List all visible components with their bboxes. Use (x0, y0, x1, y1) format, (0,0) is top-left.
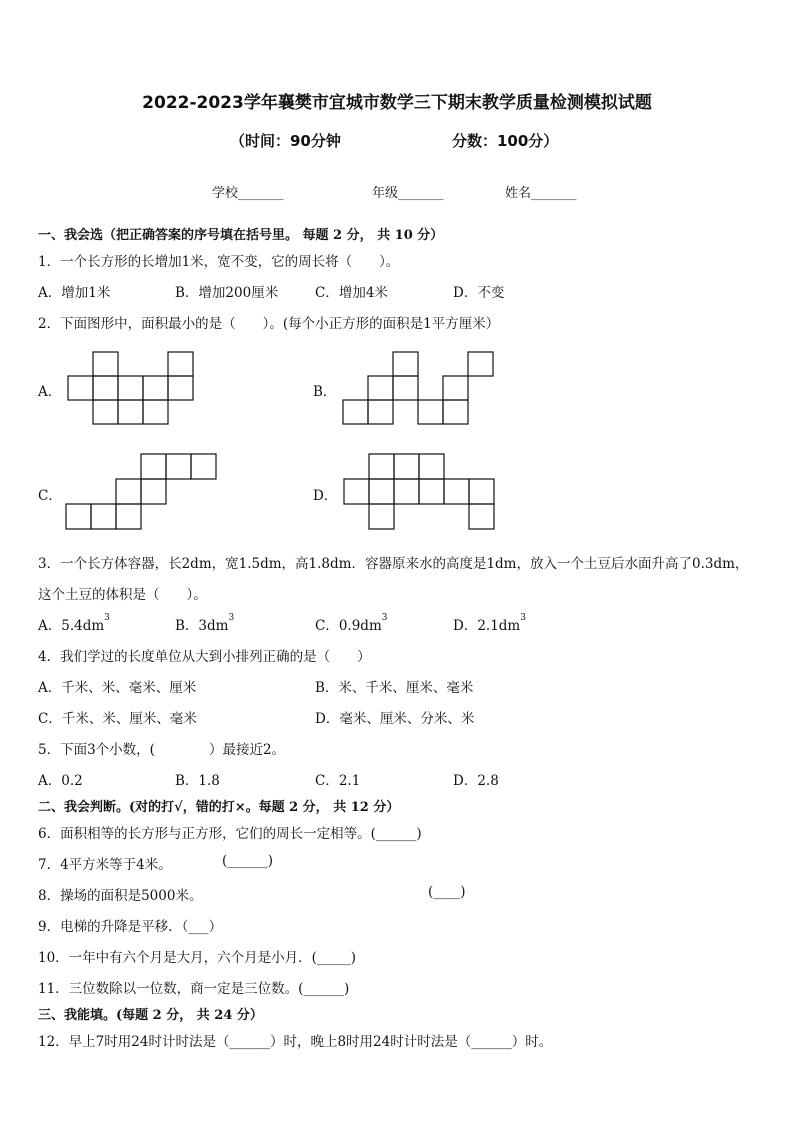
q5-option-c: C．2.1 (315, 773, 361, 789)
q4-option-c: C．千米、米、厘米、毫米 (38, 711, 197, 727)
q3-option-c: C．$0.9dm^3$ (315, 613, 388, 634)
q1-option-c: C．增加4米 (315, 285, 388, 301)
figure-b-label: B． (313, 384, 337, 400)
section1-heading: 一、我会选（把正确答案的序号填在括号里。 每题 2 分， 共 10 分） (38, 228, 444, 243)
question-12: 12．早上7时用24时计时法是（______）时，晚上8时用24时计时法是（______）时。 (38, 1034, 553, 1050)
figure-a-label: A． (38, 384, 62, 400)
q5-option-a: A．0.2 (38, 773, 83, 789)
question-7-blank: (______) (222, 853, 274, 869)
grade-field: 年级_______ (372, 186, 444, 201)
q1-option-b: B．增加200厘米 (175, 285, 279, 301)
question-5: 5．下面3个小数，( ）最接近2。 (38, 742, 286, 758)
q1-option-a: A．增加1米 (38, 285, 111, 301)
question-8: 8．操场的面积是5000米。 (38, 888, 203, 904)
question-9: 9．电梯的升降是平移．（___） (38, 919, 223, 935)
question-10: 10．一年中有六个月是大月，六个月是小月．(_____) (38, 950, 356, 966)
q5-option-d: D．2.8 (453, 773, 499, 789)
q5-option-b: B．1.8 (175, 773, 220, 789)
section3-heading: 三、我能填。(每题 2 分， 共 24 分） (38, 1008, 263, 1023)
school-field: 学校_______ (212, 186, 284, 201)
exam-time: （时间：90分钟 (230, 132, 341, 150)
question-1: 1．一个长方形的长增加1米，宽不变，它的周长将（ ）。 (38, 254, 400, 270)
question-2: 2．下面图形中，面积最小的是（ ）。(每个小正方形的面积是1平方厘米） (38, 316, 500, 332)
q3-option-d: D．$2.1dm^3$ (453, 613, 526, 634)
question-11: 11．三位数除以一位数，商一定是三位数。(______) (38, 981, 350, 997)
q4-option-d: D．毫米、厘米、分米、米 (315, 711, 475, 727)
q4-option-a: A．千米、米、毫米、厘米 (38, 680, 197, 696)
question-4: 4．我们学过的长度单位从大到小排列正确的是（ ） (38, 649, 371, 665)
section2-heading: 二、我会判断。(对的打√，错的打×。每题 2 分， 共 12 分） (38, 800, 400, 815)
q4-option-b: B．米、千米、厘米、毫米 (315, 680, 474, 696)
q3-option-b: B．$3dm^3$ (175, 613, 235, 634)
question-3-line1: 3．一个长方体容器，长2dm，宽1.5dm，高1.8dm．容器原来水的高度是1dm，放入一个土豆后水面升高了0.3dm， (38, 556, 749, 572)
q3-option-a: A．$5.4dm^3$ (38, 613, 110, 634)
q1-option-d: D．不变 (453, 285, 505, 301)
question-3-line2: 这个土豆的体积是（ ）。 (38, 587, 207, 603)
question-7: 7．4平方米等于4米。 (38, 857, 172, 873)
question-8-blank: (____) (428, 884, 466, 900)
figure-d-label: D． (313, 488, 338, 504)
page-title: 2022-2023学年襄樊市宜城市数学三下期末教学质量检测模拟试题 (142, 93, 652, 113)
figure-c-label: C． (38, 488, 62, 504)
exam-score: 分数：100分） (452, 132, 559, 150)
name-field: 姓名_______ (505, 186, 577, 201)
question-6: 6．面积相等的长方形与正方形，它们的周长一定相等。(______) (38, 826, 422, 842)
